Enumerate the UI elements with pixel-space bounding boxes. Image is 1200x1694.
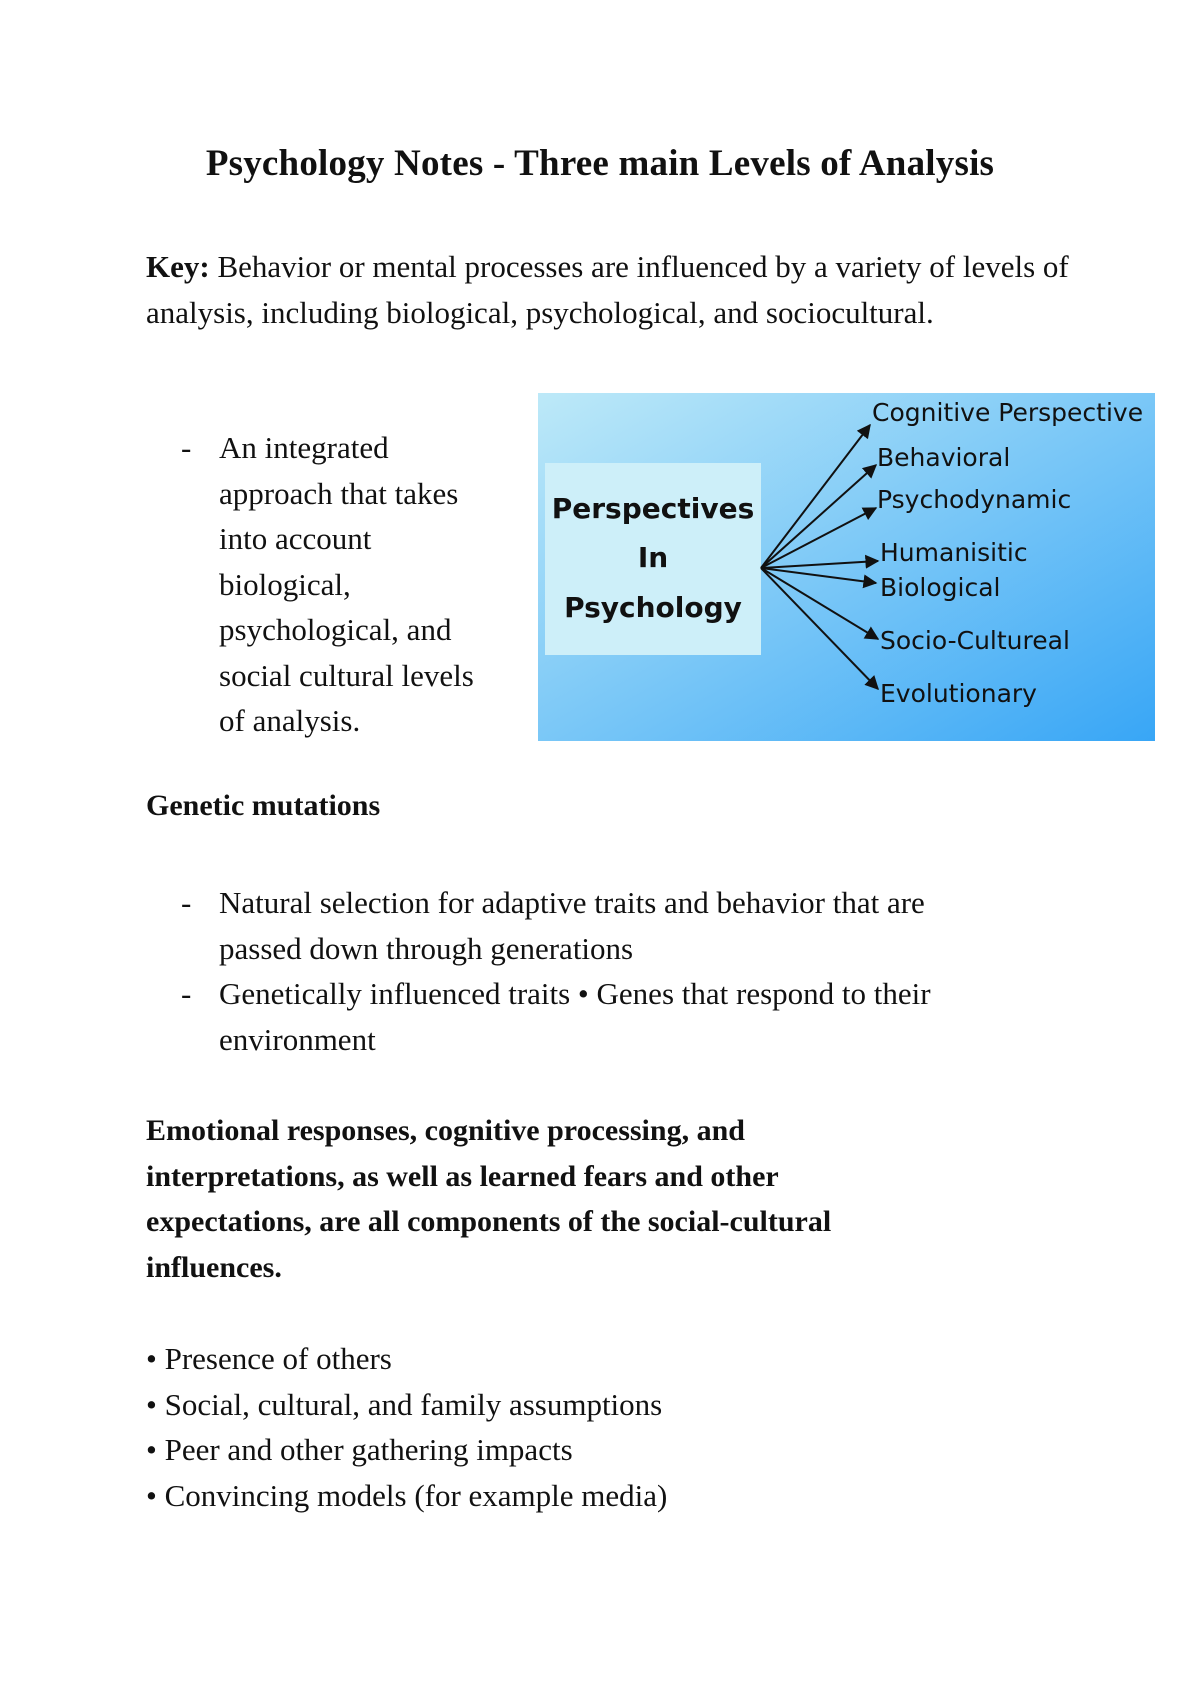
list-item [146,880,931,971]
integrated-line: psychological, and [219,612,452,647]
list-item: • Convincing models (for example media) [146,1477,668,1513]
integrated-line: biological, [219,566,351,602]
genetic-line: Genetically influenced traits • Genes that respond to their [219,976,931,1011]
integrated-line: An integrated [219,430,389,465]
key-paragraph [146,244,1076,335]
integrated-line: into account [219,521,372,556]
perspective-label: Socio-Cultureal [880,626,1070,655]
perspective-label: Behavioral [877,443,1011,472]
perspective-label: Psychodynamic [877,485,1072,514]
perspective-label: Humanisitic [880,538,1028,567]
genetic-list [146,880,931,1062]
sociocultural-line: influences. [146,1250,282,1284]
genetic-line: environment [219,1021,376,1057]
center-label-line: Psychology [564,591,742,624]
page-title: Psychology Notes - Three main Levels of Analysis [205,143,995,184]
genetic-line: Natural selection for adaptive traits and behavior that are [219,885,925,920]
perspectives-diagram [538,393,1155,741]
integrated-approach-list [146,425,474,744]
sociocultural-line: expectations, are all components of the social-cultural [146,1205,832,1238]
list-item [146,971,931,1062]
list-item [146,425,474,744]
perspective-label: Cognitive Perspective [872,398,1144,427]
genetic-line: passed down through generations [219,930,634,966]
list-item: • Peer and other gathering impacts [146,1432,573,1467]
list-item: • Social, cultural, and family assumptions [146,1386,663,1422]
sociocultural-paragraph [146,1108,996,1290]
sociocultural-line: Emotional responses, cognitive processing, and [146,1114,745,1147]
key-label: Key: [146,249,210,284]
list-item: • Presence of others [146,1341,392,1376]
integrated-line: social cultural levels [219,657,474,693]
sociocultural-line: interpretations, as well as learned fears and other [146,1159,779,1193]
dash-marker: - [181,976,192,1011]
perspective-label: Evolutionary [880,679,1037,708]
genetic-heading: Genetic mutations [146,789,381,822]
integrated-line: of analysis. [219,703,361,738]
sociocultural-bullets [146,1336,667,1518]
dash-marker: - [181,885,192,920]
center-label-line: In [637,541,669,574]
dash-marker: - [181,430,192,465]
perspective-label: Biological [880,573,1001,602]
center-label-line: Perspectives [551,492,755,525]
key-text: Behavior or mental processes are influenced by a variety of levels of analysis, including biological, psychological, and sociocultural. [146,249,1069,330]
perspectives-figure [538,393,1155,741]
integrated-line: approach that takes [219,475,459,511]
